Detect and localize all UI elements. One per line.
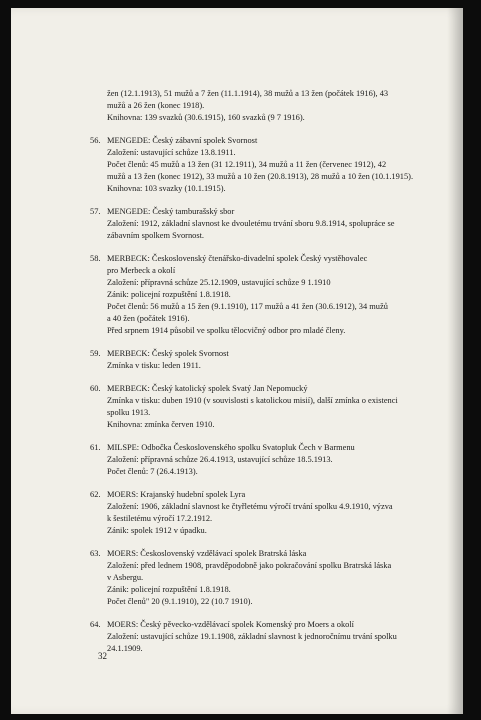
page-content [90,88,452,666]
entry-number: 58. [90,254,101,263]
text-line: Zmínka v tisku: leden 1911. [107,361,201,370]
entry-title: MOERS: Krajanský hudební spolek Lyra [107,490,246,499]
text-line: pro Merbeck a okolí [107,266,176,275]
text-line: Knihovna: 103 svazky (10.1.1915). [107,184,226,193]
text-line: Počet členů: 7 (26.4.1913). [107,467,198,476]
text-line: mužů a 26 žen (konec 1918). [107,101,205,110]
entry-number: 57. [90,207,101,216]
text-line: k šestiletému výročí 17.2.1912. [107,514,213,523]
text-line: Založení: 1912, základní slavnost ke dvouletému trvání sboru 9.8.1914, spolupráce se [107,219,395,228]
text-line: Zánik: spolek 1912 v úpadku. [107,526,207,535]
text-line: Počet členů: 45 mužů a 13 žen (31 12.1911), 34 mužů a 11 žen (červenec 1912), 42 [107,160,387,169]
entry-title: MERBECK: Český katolický spolek Svatý Jan Nepomucký [107,384,308,393]
text-line: a 40 žen (počátek 1916). [107,314,190,323]
entry-number: 63. [90,549,101,558]
entry-58 [90,253,452,337]
entry-title: MERBECK: Český spolek Svornost [107,349,229,358]
entry-number: 56. [90,136,101,145]
entry-number: 60. [90,384,101,393]
text-line: Počet členů: 56 mužů a 15 žen (9.1.1910), 117 mužů a 41 žen (30.6.1912), 34 mužů [107,302,388,311]
text-line: Knihovna: 139 svazků (30.6.1915), 160 svazků (9 7 1916). [107,113,305,122]
page-number: 32 [98,651,107,661]
entry-56 [90,135,452,195]
text-line: Zmínka v tisku: duben 1910 (v souvislosti s katolickou misií), další zmínka o existenci [107,396,398,405]
entry-title: MOERS: Československý vzdělávací spolek Bratrská láska [107,549,307,558]
text-line: v Asbergu. [107,573,144,582]
entry-title: MENGEDE: Český tamburašský sbor [107,207,235,216]
text-line: žen (12.1.1913), 51 mužů a 7 žen (11.1.1914), 38 mužů a 13 žen (počátek 1916), 43 [107,89,389,98]
entry-57 [90,206,452,242]
entry-59 [90,348,452,372]
entry-number: 62. [90,490,101,499]
entry-title: MOERS: Český pěvecko-vzdělávací spolek Komenský pro Moers a okolí [107,620,355,629]
entry-64 [90,619,452,655]
text-line: Založení: před lednem 1908, pravděpodobně jako pokračování spolku Bratrská láska [107,561,392,570]
entry-number: 64. [90,620,101,629]
entry-63 [90,548,452,608]
text-line: mužů a 13 žen (konec 1912), 33 mužů a 10 žen (20.8.1913), 28 mužů a 10 žen (10.1.1915). [107,172,414,181]
text-line: Před srpnem 1914 působil ve spolku tělocvičný odbor pro mladé členy. [107,326,346,335]
entry-number: 59. [90,349,101,358]
text-line: 24.1.1909. [107,644,143,653]
text-line: Založení: ustavující schůze 13.8.1911. [107,148,236,157]
entry-number: 61. [90,443,101,452]
entry-61 [90,442,452,478]
book-page [11,8,463,714]
text-line: Knihovna: zmínka červen 1910. [107,420,215,429]
text-line: Založení: 1906, základní slavnost ke čtyřletému výročí trvání spolku 4.9.1910, výzva [107,502,393,511]
text-line: Zánik: policejní rozpuštění 1.8.1918. [107,585,231,594]
text-line: Založení: přípravná schůze 25.12.1909, ustavující schůze 9 1.1910 [107,278,331,287]
text-line: Zánik: policejní rozpuštění 1.8.1918. [107,290,231,299]
continued-entry [90,88,452,124]
entry-62 [90,489,452,537]
entry-title: MILSPE: Odbočka Československého spolku Svatopluk Čech v Barmenu [107,443,355,452]
text-line: Založení: ustavující schůze 19.1.1908, základní slavnost k jednoročnímu trvání spolku [107,632,397,641]
text-line: zábavním spolkem Svornost. [107,231,204,240]
text-line: Založení: přípravná schůze 26.4.1913, ustavující schůze 18.5.1913. [107,455,333,464]
text-line: Počet členů" 20 (9.1.1910), 22 (10.7 1910). [107,597,253,606]
entry-60 [90,383,452,431]
entry-title: MERBECK: Československý čtenářsko-divadelní spolek Český vystěhovalec [107,254,368,263]
entry-title: MENGEDE: Český zábavní spolek Svornost [107,136,258,145]
text-line: spolku 1913. [107,408,151,417]
